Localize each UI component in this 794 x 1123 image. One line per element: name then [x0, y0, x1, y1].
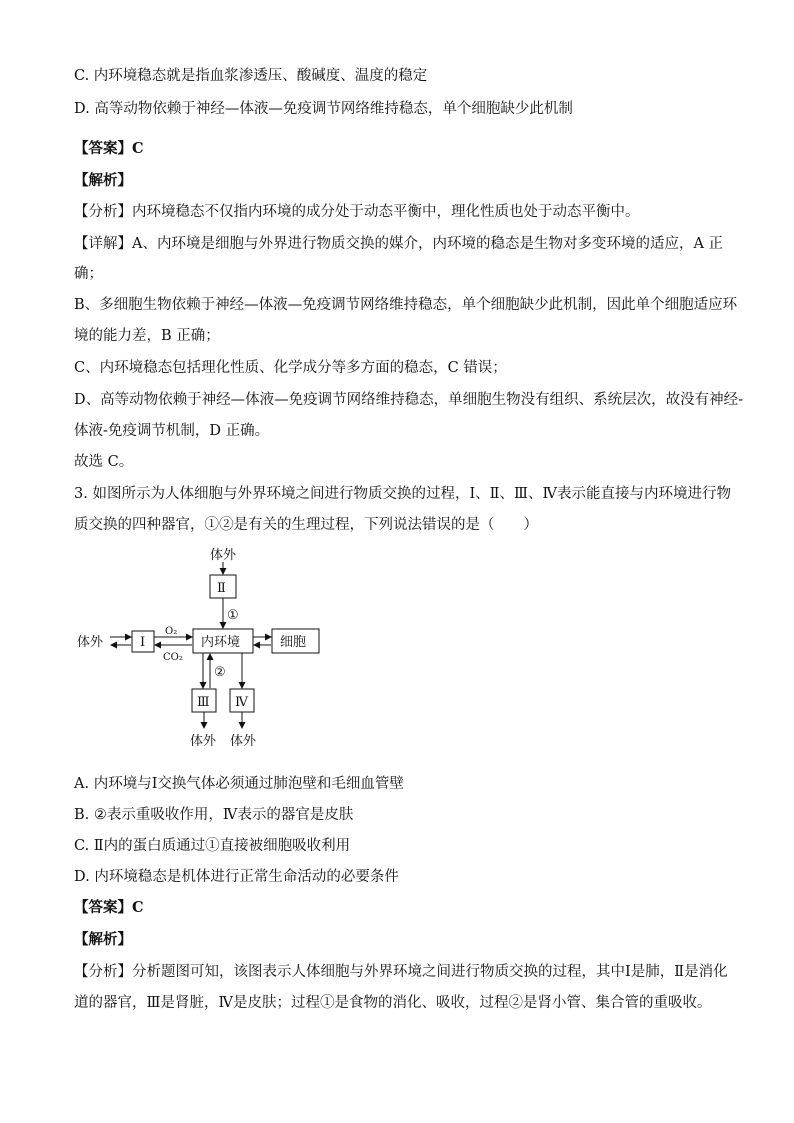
label-cell: 细胞 — [280, 635, 307, 650]
detail-d: D、高等动物依赖于神经—体液—免疫调节网络维持稳态，单细胞生物没有组织、系统层次，故没有神经- — [74, 392, 744, 408]
label-process-2: ② — [214, 665, 226, 680]
analysis-2-cont: 道的器官，Ⅲ是肾脏，Ⅳ是皮肤；过程①是食物的消化、吸收，过程②是肾小管、集合管的重吸收。 — [74, 995, 712, 1011]
label-co2: CO₂ — [163, 652, 183, 663]
label-top-outside: 体外 — [210, 548, 237, 563]
option-d: D. 内环境稳态是机体进行正常生命活动的必要条件 — [74, 869, 399, 885]
detail-d-cont: 体液-免疫调节机制，D 正确。 — [74, 423, 270, 439]
option-a: A. 内环境与Ⅰ交换气体必须通过肺泡壁和毛细血管壁 — [74, 776, 404, 792]
detail-c: C、内环境稳态包括理化性质、化学成分等多方面的稳态，C 错误； — [74, 360, 507, 376]
question-3: 3. 如图所示为人体细胞与外界环境之间进行物质交换的过程，Ⅰ、Ⅱ、Ⅲ、Ⅳ表示能直接与内环境进行物 — [74, 486, 731, 502]
label-bottom-left: 体外 — [190, 734, 217, 749]
label-process-1: ① — [227, 608, 239, 623]
answer-2: 【答案】C — [74, 899, 144, 916]
label-env: 内环境 — [201, 635, 241, 650]
line-c-option: C. 内环境稳态就是指血浆渗透压、酸碱度、温度的稳定 — [74, 68, 428, 84]
detail-b-cont: 境的能力差，B 正确； — [74, 328, 220, 344]
detail-a: 【详解】A、内环境是细胞与外界进行物质交换的媒介，内环境的稳态是生物对多变环境的适应，A 正 — [74, 236, 724, 252]
detail-b: B、多细胞生物依赖于神经—体液—免疫调节网络维持稳态，单个细胞缺少此机制，因此单个细胞适应环 — [74, 297, 738, 313]
choose-c: 故选 C。 — [74, 454, 134, 470]
option-c: C. Ⅱ内的蛋白质通过①直接被细胞吸收利用 — [74, 838, 351, 854]
analysis-2: 【分析】分析题图可知，该图表示人体细胞与外界环境之间进行物质交换的过程，其中Ⅰ是肺，Ⅱ是消化 — [74, 964, 728, 980]
answer-1: 【答案】C — [74, 140, 144, 157]
label-I: Ⅰ — [140, 635, 146, 650]
line-d-option: D. 高等动物依赖于神经—体液—免疫调节网络维持稳态，单个细胞缺少此机制 — [74, 101, 573, 117]
label-bottom-right: 体外 — [230, 734, 257, 749]
exchange-diagram — [70, 545, 330, 750]
label-II: Ⅱ — [217, 581, 226, 596]
label-IV: Ⅳ — [235, 695, 248, 710]
label-o2: O₂ — [165, 626, 178, 637]
label-III: Ⅲ — [197, 695, 210, 710]
analysis-1: 【分析】内环境稳态不仅指内环境的成分处于动态平衡中，理化性质也处于动态平衡中。 — [74, 204, 640, 220]
label-left-outside: 体外 — [77, 635, 104, 650]
analysis-heading-1: 【解析】 — [74, 172, 132, 189]
detail-a-cont: 确； — [74, 266, 103, 282]
option-b: B. ②表示重吸收作用，Ⅳ表示的器官是皮肤 — [74, 807, 354, 823]
analysis-heading-2: 【解析】 — [74, 931, 132, 948]
question-3-cont: 质交换的四种器官，①②是有关的生理过程，下列说法错误的是（ ） — [74, 517, 538, 533]
